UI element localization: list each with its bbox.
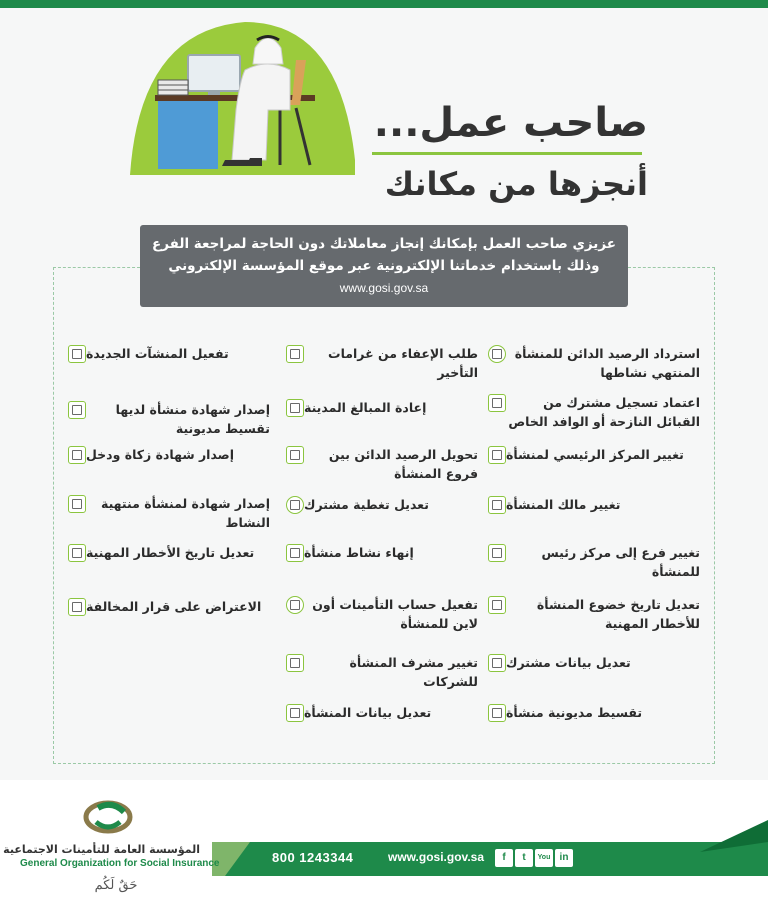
objection-icon	[68, 598, 86, 616]
service-item[interactable]	[488, 703, 708, 722]
service-label: طلب الإعفاء من غرامات التأخير	[328, 346, 478, 380]
hero-divider	[372, 152, 642, 155]
service-item[interactable]	[286, 398, 486, 417]
service-item[interactable]	[488, 393, 708, 431]
monitor-stand	[208, 91, 220, 95]
hero-subtitle: أنجزها من مكانك	[384, 165, 648, 203]
terminate-activity-icon	[286, 544, 304, 562]
transfer-balance-icon	[286, 446, 304, 464]
intro-box	[140, 225, 628, 307]
service-item[interactable]	[488, 543, 708, 581]
zakat-certificate-icon	[68, 446, 86, 464]
service-item[interactable]	[286, 543, 486, 562]
footer-phone[interactable]: 800 1243344	[272, 850, 354, 865]
branch-to-main-icon	[488, 544, 506, 562]
service-label: تغيير فرع إلى مركز رئيس للمنشأة	[541, 545, 700, 579]
calendar-icon	[488, 596, 506, 614]
service-item[interactable]	[488, 344, 708, 382]
service-item[interactable]	[488, 445, 708, 464]
service-item[interactable]	[286, 344, 486, 382]
service-label: تعديل بيانات المنشأة	[304, 705, 432, 720]
service-item[interactable]	[286, 703, 486, 722]
fine-exemption-icon	[286, 345, 304, 363]
service-item[interactable]	[68, 543, 278, 562]
service-label: الاعتراض على قرار المخالفة	[86, 599, 262, 614]
service-item[interactable]	[286, 653, 486, 691]
service-label: تغيير مالك المنشأة	[506, 497, 621, 512]
books-stack	[158, 80, 188, 95]
service-item[interactable]	[68, 597, 278, 616]
service-label: إصدار شهادة لمنشأة منتهية النشاط	[100, 496, 270, 530]
approve-registration-icon	[488, 394, 506, 412]
service-item[interactable]	[488, 495, 708, 514]
intro-line-1: عزيزي صاحب العمل بإمكانك إنجاز معاملاتك دون الحاجة لمراجعة الفرع	[152, 236, 616, 252]
org-name-english: General Organization for Social Insurance	[20, 858, 220, 869]
org-name-arabic: المؤسسة العامة للتأمينات الاجتماعية	[3, 843, 200, 856]
service-item[interactable]	[286, 495, 486, 514]
service-label: تفعيل حساب التأمينات أون لاين للمنشأة	[312, 597, 478, 631]
refresh-icon	[488, 345, 506, 363]
edit-subscriber-icon	[488, 654, 506, 672]
service-label: إنهاء نشاط منشأة	[304, 545, 414, 560]
service-label: تعديل بيانات مشترك	[506, 655, 631, 670]
change-supervisor-icon	[286, 654, 304, 672]
twitter-icon[interactable]: t	[515, 849, 533, 867]
service-label: تقسيط مديونية منشأة	[506, 705, 643, 720]
service-label: إعادة المبالغ المدينة	[304, 400, 427, 415]
frame-top-left	[53, 267, 140, 268]
refund-icon	[286, 399, 304, 417]
service-label: استرداد الرصيد الدائن للمنشأة المنتهي نشاطها	[514, 346, 700, 380]
service-label: تغيير المركز الرئيسي لمنشأة	[506, 447, 684, 462]
linkedin-icon[interactable]: in	[555, 849, 573, 867]
service-item[interactable]	[68, 400, 278, 438]
facebook-icon[interactable]: f	[495, 849, 513, 867]
service-item[interactable]	[68, 344, 278, 363]
shield-icon	[286, 496, 304, 514]
change-headquarters-icon	[488, 446, 506, 464]
certificate-icon	[68, 401, 86, 419]
service-item[interactable]	[488, 595, 708, 633]
service-item[interactable]	[286, 445, 486, 483]
top-accent-bar	[0, 0, 768, 8]
service-label: تحويل الرصيد الدائن بين فروع المنشأة	[328, 447, 478, 481]
service-item[interactable]	[68, 445, 278, 464]
youtube-icon[interactable]: You	[535, 849, 553, 867]
service-label: تفعيل المنشآت الجديدة	[86, 346, 229, 361]
service-label: تعديل تغطية مشترك	[304, 497, 429, 512]
intro-website-link[interactable]: www.gosi.gov.sa	[339, 281, 429, 295]
change-owner-icon	[488, 496, 506, 514]
service-label: إصدار شهادة منشأة لديها تقسيط مديونية	[115, 402, 270, 436]
service-label: إصدار شهادة زكاة ودخل	[86, 447, 235, 462]
service-label: تغيير مشرف المنشأة للشركات	[349, 655, 478, 689]
installment-icon	[488, 704, 506, 722]
service-item[interactable]	[488, 653, 708, 672]
service-item[interactable]	[68, 494, 278, 532]
intro-line-2: وذلك باستخدام خدماتنا الإلكترونية عبر موقع المؤسسة الإلكتروني	[168, 258, 600, 274]
desk-drawer	[158, 101, 218, 169]
frame-top-right	[628, 267, 715, 268]
footer-website-link[interactable]: www.gosi.gov.sa	[388, 850, 485, 864]
hero-title: صاحب عمل...	[373, 100, 648, 146]
service-label: اعتماد تسجيل مشترك من القبائل النازحة أو الوافد الخاص	[508, 395, 700, 429]
org-slogan: حَقٌ لَكُم	[94, 878, 138, 893]
service-label: تعديل تاريخ الأخطار المهنية	[86, 545, 255, 560]
activate-account-icon	[286, 596, 304, 614]
ended-certificate-icon	[68, 495, 86, 513]
service-item[interactable]	[286, 595, 486, 633]
service-label: تعديل تاريخ خضوع المنشأة للأخطار المهنية	[536, 597, 700, 631]
edit-establishment-icon	[286, 704, 304, 722]
monitor	[188, 55, 240, 91]
edit-date-icon	[68, 544, 86, 562]
activate-new-icon	[68, 345, 86, 363]
